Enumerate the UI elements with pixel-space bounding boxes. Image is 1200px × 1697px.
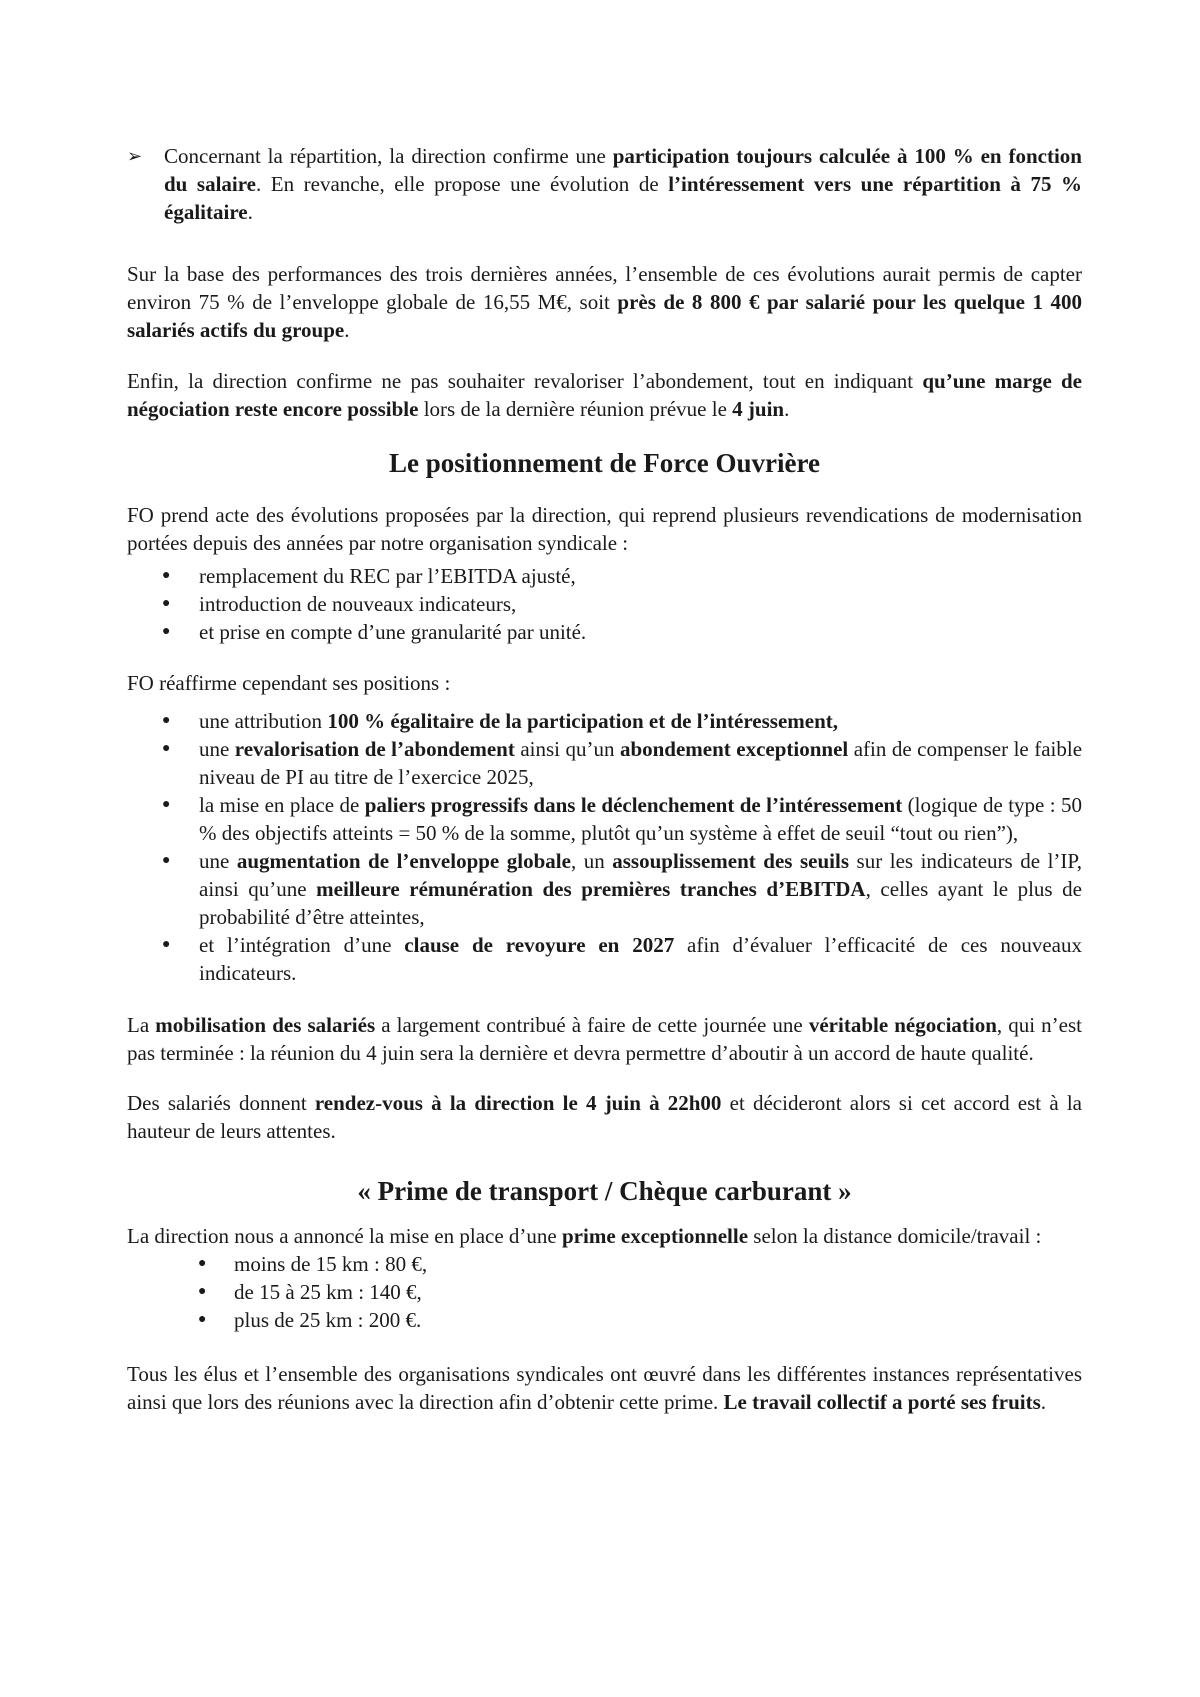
bullet-dot-icon: ●	[162, 937, 171, 952]
list-item: ● plus de 25 km : 200 €.	[198, 1308, 422, 1332]
prime-amounts-list	[127, 1250, 1082, 1334]
list-item: ● remplacement du REC par l’EBITDA ajusté,	[162, 564, 576, 588]
list-item: ● et prise en compte d’une granularité par unité.	[162, 620, 587, 644]
section-title-force-ouvriere: Le positionnement de Force Ouvrière	[389, 448, 820, 478]
rendez-vous-paragraph: Des salariés donnent rendez-vous à la direction le 4 juin à 22h00 et décideront alors si cet accord est à la hauteur de leurs attentes.	[127, 1091, 1082, 1143]
list-item: ● et l’intégration d’une clause de revoyure en 2027 afin d’évaluer l’efficacité de ces nouveaux indicateurs.	[162, 933, 1083, 985]
abondement-paragraph: Enfin, la direction confirme ne pas souhaiter revaloriser l’abondement, tout en indiquant qu’une marge de négociation reste encore possible lors de la dernière réunion prévue le 4 juin.	[127, 369, 1083, 421]
bullet-dot-icon: ●	[162, 741, 171, 756]
bullet-dot-icon: ●	[198, 1284, 207, 1299]
bullet-dot-icon: ●	[162, 853, 171, 868]
bullet-dot-icon: ●	[162, 624, 171, 639]
list-item: ● moins de 15 km : 80 €,	[198, 1252, 428, 1276]
positions-list	[127, 707, 1082, 987]
performance-paragraph: Sur la base des performances des trois dernières années, l’ensemble de ces évolutions aurait permis de capter environ 75 % de l’enveloppe globale de 16,55 M€, soit près de 8 800 € par salarié pour les quelque 1 400 salariés actifs du groupe.	[127, 262, 1083, 342]
document-page	[127, 142, 1082, 1416]
bullet-dot-icon: ●	[162, 713, 171, 728]
list-item: ● de 15 à 25 km : 140 €,	[198, 1280, 422, 1304]
closing-paragraph: Tous les élus et l’ensemble des organisations syndicales ont œuvré dans les différentes instances représentatives ainsi que lors des réunions avec la direction afin d’obtenir cette prime. Le travail collectif a porté ses fruits.	[127, 1362, 1082, 1414]
list-item: ● une attribution 100 % égalitaire de la participation et de l’intéressement,	[162, 709, 839, 733]
arrow-bullet-icon: ➢	[127, 146, 143, 166]
mobilisation-paragraph: La mobilisation des salariés a largement contribué à faire de cette journée une véritable négociation, qui n’est pas terminée : la réunion du 4 juin sera la dernière et devra permettre d’aboutir à un accord de haute qualité.	[127, 1013, 1083, 1065]
list-item: ● la mise en place de paliers progressifs dans le déclenchement de l’intéressement (logique de type : 50 % des objectifs atteints = 50 % de la somme, plutôt qu’un système à effet de seuil “tout ou rien”),	[162, 793, 1082, 845]
bullet-dot-icon: ●	[198, 1312, 207, 1327]
prime-intro-paragraph: La direction nous a annoncé la mise en place d’une prime exceptionnelle selon la distance domicile/travail :	[127, 1224, 1042, 1248]
section-title-prime-transport: « Prime de transport / Chèque carburant »	[357, 1176, 852, 1206]
bullet-dot-icon: ●	[162, 596, 171, 611]
list-item: ● une augmentation de l’enveloppe globale, un assouplissement des seuils sur les indicateurs de l’IP, ainsi qu’une meilleure rémunération des premières tranches d’EBITDA, celles ayant le plus de probabilité d’être atteintes,	[162, 849, 1083, 929]
list-item: ● une revalorisation de l’abondement ainsi qu’un abondement exceptionnel afin de compenser le faible niveau de PI au titre de l’exercice 2025,	[162, 737, 1083, 789]
modernisation-list	[127, 562, 1082, 646]
bullet-dot-icon: ●	[198, 1256, 207, 1271]
bullet-dot-icon: ●	[162, 568, 171, 583]
fo-intro-paragraph: FO prend acte des évolutions proposées par la direction, qui reprend plusieurs revendications de modernisation portées depuis des années par notre organisation syndicale :	[127, 503, 1082, 555]
bullet-dot-icon: ●	[162, 797, 171, 812]
reaffirm-paragraph: FO réaffirme cependant ses positions :	[127, 671, 451, 695]
repartition-item: ➢ Concernant la répartition, la direction confirme une participation toujours calculée à 100 % en fonction du salaire. En revanche, elle propose une évolution de l’intéressement vers une répartition à 75 % égalitaire.	[127, 144, 1083, 224]
list-item: ● introduction de nouveaux indicateurs,	[162, 592, 517, 616]
